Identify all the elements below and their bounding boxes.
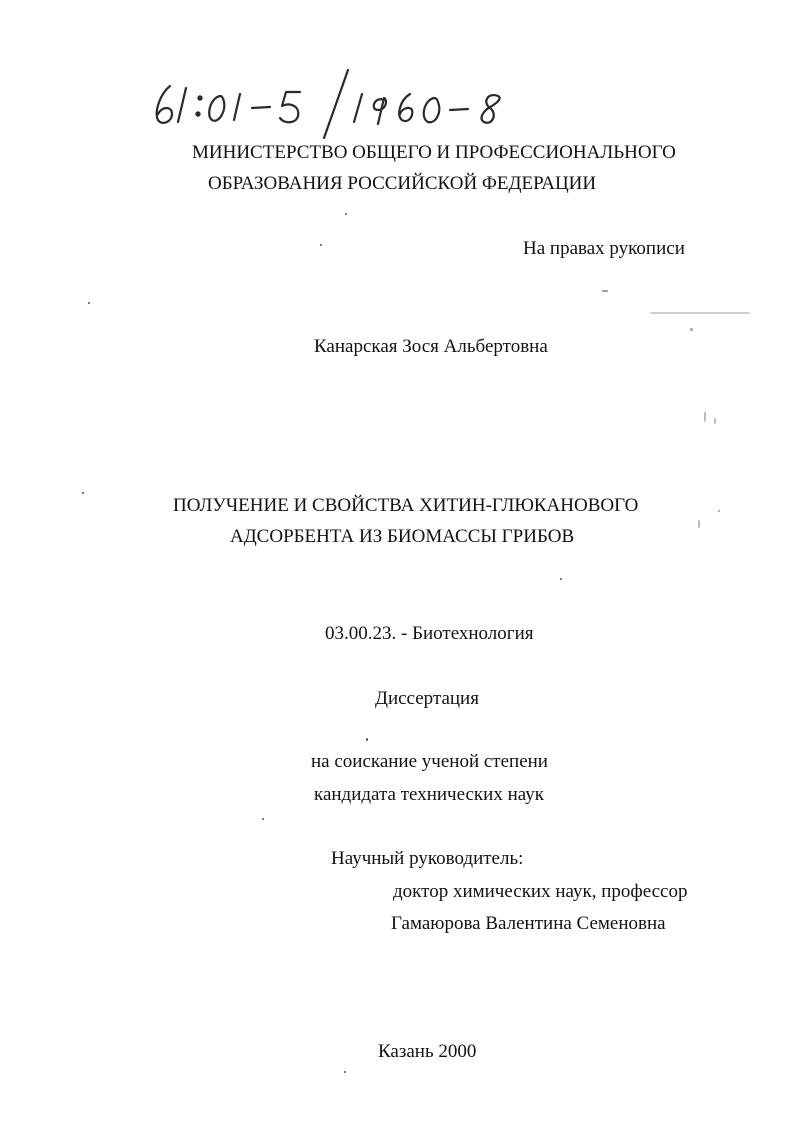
author-name: Канарская Зося Альбертовна xyxy=(314,336,548,357)
ministry-line-1: МИНИСТЕРСТВО ОБЩЕГО И ПРОФЕССИОНАЛЬНОГО xyxy=(192,142,676,163)
manuscript-note: На правах рукописи xyxy=(523,238,685,259)
ministry-line-2: ОБРАЗОВАНИЯ РОССИЙСКОЙ ФЕДЕРАЦИИ xyxy=(208,173,597,194)
scan-speck xyxy=(366,738,368,741)
handwritten-archive-number xyxy=(148,64,528,144)
degree-line-1: на соискание ученой степени xyxy=(311,751,548,772)
title-line-1: ПОЛУЧЕНИЕ И СВОЙСТВА ХИТИН-ГЛЮКАНОВОГО xyxy=(173,495,639,516)
scan-speck xyxy=(344,1071,346,1073)
scan-speck xyxy=(82,492,84,494)
scan-speck xyxy=(345,213,347,215)
scan-speck xyxy=(718,510,720,512)
specialty-code: 03.00.23. - Биотехнология xyxy=(325,623,534,644)
scan-speck xyxy=(602,290,608,292)
scan-speck xyxy=(320,244,322,246)
place-and-year: Казань 2000 xyxy=(378,1041,477,1062)
work-type: Диссертация xyxy=(375,688,479,709)
scan-speck xyxy=(704,412,706,422)
scan-speck xyxy=(650,312,750,314)
scan-speck xyxy=(262,818,264,820)
scan-speck xyxy=(88,302,90,304)
scan-speck xyxy=(690,328,693,331)
title-line-2: АДСОРБЕНТА ИЗ БИОМАССЫ ГРИБОВ xyxy=(230,526,575,547)
supervisor-credentials: доктор химических наук, профессор xyxy=(393,881,688,902)
scan-speck xyxy=(714,418,716,424)
degree-line-2: кандидата технических наук xyxy=(314,784,544,805)
scan-speck xyxy=(560,578,562,580)
supervisor-name: Гамаюрова Валентина Семеновна xyxy=(391,913,666,934)
scan-speck xyxy=(698,520,700,528)
supervisor-label: Научный руководитель: xyxy=(331,848,524,869)
